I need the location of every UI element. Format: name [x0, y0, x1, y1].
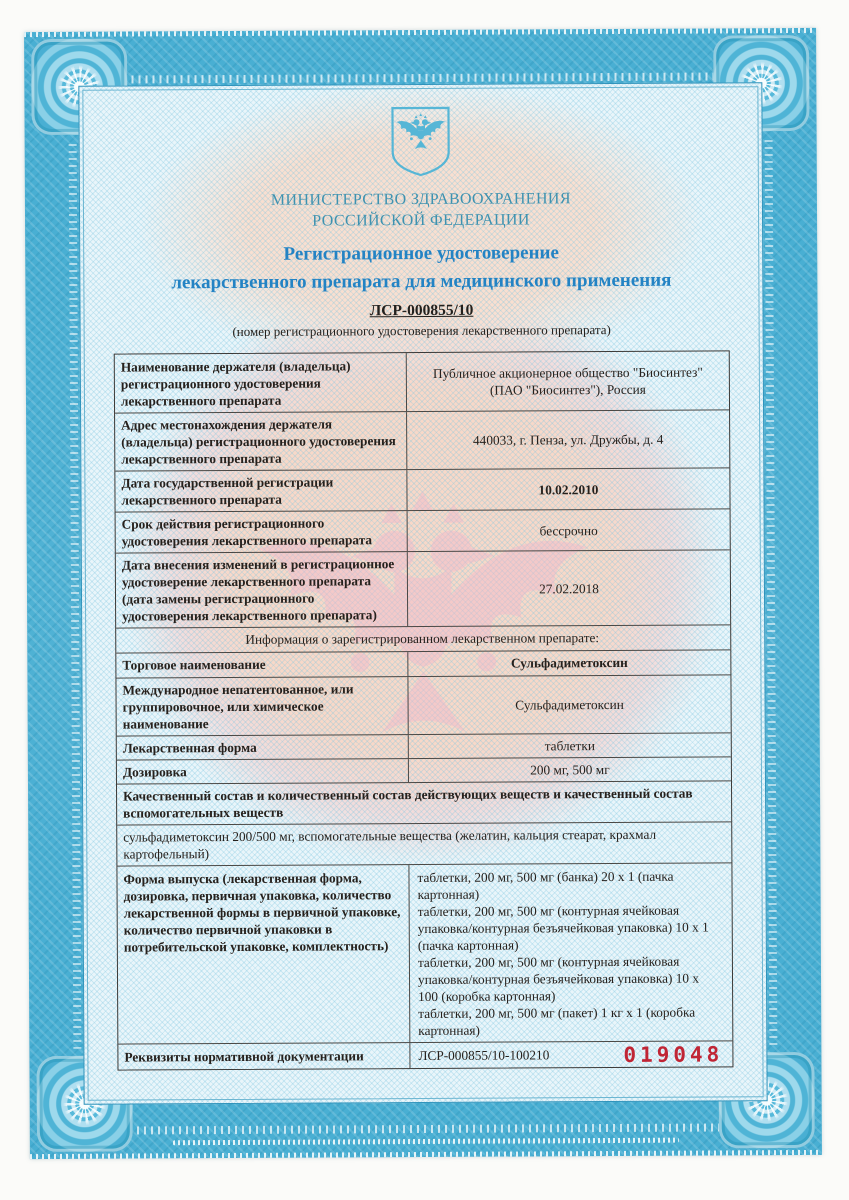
border-ornament-top: [124, 72, 716, 83]
trade-name-value: Сульфадиметоксин: [510, 654, 628, 671]
holder-address-label: Адрес местонахождения держателя (владельца) регистрационного удостоверения лекарственного препарата: [115, 412, 407, 471]
release-form-line: таблетки, 200 мг, 500 мг (контурная ячейковая упаковка/контурная безъячейковая упаковка) 10 х 1 (пачка картонная): [417, 902, 709, 953]
amendment-date-label: Дата внесения изменений в регистрационное удостоверение лекарственного препарата (дата замены регистрационного удостоверения лекарственного препарата): [116, 553, 408, 629]
certificate-content: [79, 103, 766, 1070]
composition-header-row: [117, 780, 731, 824]
release-form-line: таблетки, 200 мг, 500 мг (контурная ячейковая упаковка/контурная безъячейковая упаковка) 10 х 100 (коробка картонная): [417, 953, 700, 1004]
ministry-name-line2: РОССИЙСКОЙ ФЕДЕРАЦИИ: [312, 211, 530, 230]
table-row: [116, 649, 730, 677]
table-row: [115, 468, 729, 512]
inn-label: Международное непатентованное, или группировочное, или химическое наименование: [116, 677, 408, 736]
inn-value: Сульфадиметоксин: [515, 696, 624, 713]
table-section-header-row: [116, 625, 730, 652]
dosage-form-label: Лекарственная форма: [117, 735, 409, 760]
registration-number-caption: (номер регистрационного удостоверения лекарственного препарата): [232, 322, 611, 340]
table-row: [117, 756, 731, 783]
release-form-label: Форма выпуска (лекарственная форма, дозировка, первичная упаковка, количество лекарственной формы в первичной упаковке, количество первичной упаковки в потребительской упаковке, комплектность): [117, 865, 410, 1044]
certificate-document: [24, 28, 822, 1159]
composition-header: Качественный состав и количественный состав действующих веществ и качественный состав вспомогательных веществ: [123, 785, 693, 821]
ministry-name-line1: МИНИСТЕРСТВО ЗДРАВООХРАНЕНИЯ: [270, 190, 571, 209]
serial-number: 019048: [623, 1042, 724, 1067]
validity-label: Срок действия регистрационного удостоверения лекарственного препарата: [116, 511, 408, 553]
table-row: [117, 862, 732, 1043]
microprint-line: [172, 1138, 679, 1146]
table-row: [116, 550, 730, 628]
certificate-body: [78, 82, 767, 1105]
normative-docs-value: ЛСР-000855/10-100210: [418, 1047, 550, 1063]
registration-table: [114, 351, 734, 1071]
composition-value: сульфадиметоксин 200/500 мг, вспомогательные вещества (желатин, кальция стеарат, крахмал картофельный): [123, 826, 657, 862]
release-form-line: таблетки, 200 мг, 500 мг (пакет) 1 кг х 1 (коробка картонная): [418, 1004, 696, 1038]
dosage-value: 200 мг, 500 мг: [530, 761, 610, 778]
border-ornament-bottom: [130, 1123, 722, 1134]
table-row: [116, 509, 730, 553]
registration-date-value: 10.02.2010: [538, 481, 599, 498]
holder-address-value: 440033, г. Пенза, ул. Дружбы, д. 4: [472, 432, 664, 449]
table-row: [115, 352, 729, 413]
table-row: [117, 732, 731, 759]
table-row: [115, 410, 729, 471]
trade-name-label: Торговое наименование: [116, 652, 408, 678]
dosage-form-value: таблетки: [544, 737, 595, 753]
drug-info-section-header: Информация о зарегистрированном лекарственном препарате:: [245, 630, 600, 648]
dosage-label: Дозировка: [117, 759, 409, 784]
composition-value-row: [117, 821, 731, 865]
table-row: [116, 674, 730, 735]
release-form-line: таблетки, 200 мг, 500 мг (банка) 20 х 1 (пачка картонная): [417, 868, 674, 902]
coat-of-arms-icon: [389, 105, 451, 179]
amendment-date-value: 27.02.2018: [539, 581, 599, 597]
ministry-name: [80, 187, 762, 233]
registration-date-label: Дата государственной регистрации лекарственного препарата: [115, 470, 407, 512]
document-title-line2: лекарственного препарата для медицинского применения: [171, 269, 672, 294]
document-title: [80, 238, 762, 297]
registration-number: ЛСР-000855/10: [369, 302, 474, 320]
holder-name-label: Наименование держателя (владельца) регистрационного удостоверения лекарственного препарата: [115, 353, 407, 413]
release-form-value: [409, 863, 732, 1042]
normative-docs-label: Реквизиты нормативной документации: [118, 1043, 410, 1070]
document-title-line1: Регистрационное удостоверение: [283, 242, 559, 265]
validity-value: бессрочно: [539, 522, 598, 539]
holder-name-value: Публичное акционерное общество "Биосинтез" (ПАО "Биосинтез"), Россия: [432, 364, 703, 398]
